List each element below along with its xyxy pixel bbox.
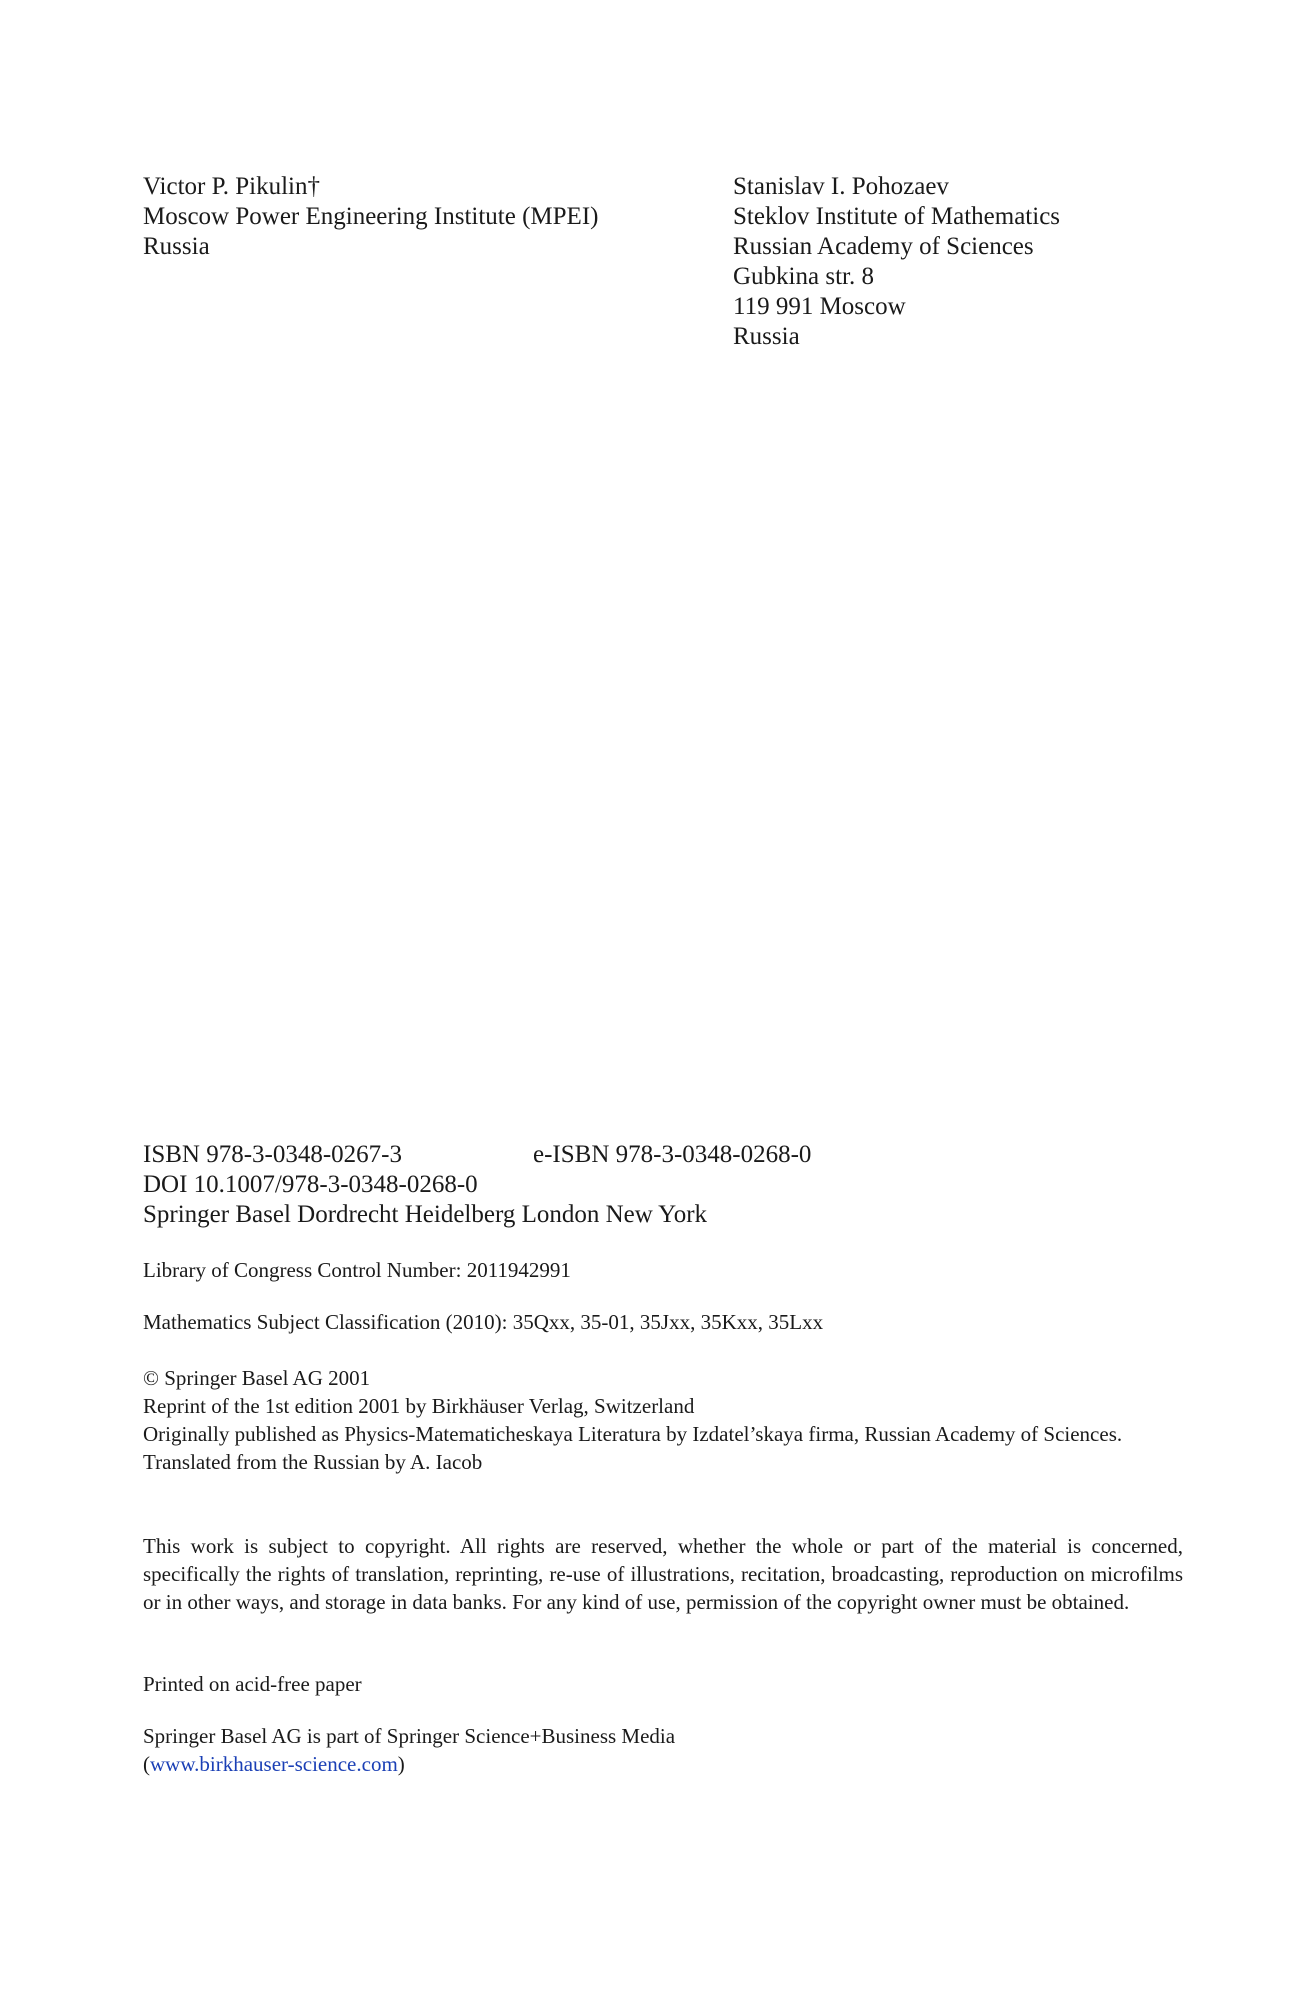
author-left-name: Victor P. Pikulin†	[143, 173, 320, 200]
doi: DOI 10.1007/978-3-0348-0268-0	[143, 1171, 478, 1198]
author-left-block	[143, 172, 598, 262]
author-right-name: Stanislav I. Pohozaev	[733, 173, 949, 200]
author-right-block	[733, 172, 1060, 352]
website-open-paren: (	[143, 1752, 150, 1776]
author-right-street: Gubkina str. 8	[733, 263, 874, 290]
copyright-block	[143, 1364, 1183, 1476]
author-left-country: Russia	[143, 233, 210, 260]
publisher-line: Springer Basel Dordrecht Heidelberg London New York	[143, 1201, 708, 1228]
reprint-line: Reprint of the 1st edition 2001 by Birkhäuser Verlag, Switzerland	[143, 1394, 695, 1418]
website-line	[143, 1750, 1183, 1778]
website-link[interactable]: www.birkhauser-science.com	[150, 1752, 398, 1776]
isbn: ISBN 978-3-0348-0267-3	[143, 1141, 403, 1168]
isbn-block	[143, 1140, 812, 1230]
translation-line: Translated from the Russian by A. Iacob	[143, 1450, 483, 1474]
author-left-institution: Moscow Power Engineering Institute (MPEI)	[143, 203, 599, 230]
original-publication-line: Originally published as Physics-Matematicheskaya Literatura by Izdatel’skaya firma, Russian Academy of Sciences.	[143, 1422, 1123, 1446]
rights-paragraph: This work is subject to copyright. All rights are reserved, whether the whole or part of the material is concerned, specifically the rights of translation, reprinting, re-use of illustrations, recitation, broadcasting, reproduction on microfilms or in other ways, and storage in data banks. For any kind of use, permission of the copyright owner must be obtained.	[143, 1534, 1183, 1614]
eisbn: e-ISBN 978-3-0348-0268-0	[533, 1141, 812, 1168]
paper-note: Printed on acid-free paper	[143, 1672, 362, 1696]
author-right-city: 119 991 Moscow	[733, 293, 906, 320]
website-close-paren: )	[397, 1752, 405, 1776]
author-right-academy: Russian Academy of Sciences	[733, 233, 1034, 260]
copyright-line: © Springer Basel AG 2001	[143, 1366, 371, 1390]
isbn-line	[143, 1140, 812, 1170]
msc: Mathematics Subject Classification (2010): 35Qxx, 35-01, 35Jxx, 35Kxx, 35Lxx	[143, 1310, 824, 1334]
springer-block	[143, 1722, 1183, 1778]
author-right-country: Russia	[733, 323, 800, 350]
lccn: Library of Congress Control Number: 2011942991	[143, 1258, 571, 1282]
author-right-institution: Steklov Institute of Mathematics	[733, 203, 1061, 230]
springer-note: Springer Basel AG is part of Springer Science+Business Media	[143, 1724, 676, 1748]
